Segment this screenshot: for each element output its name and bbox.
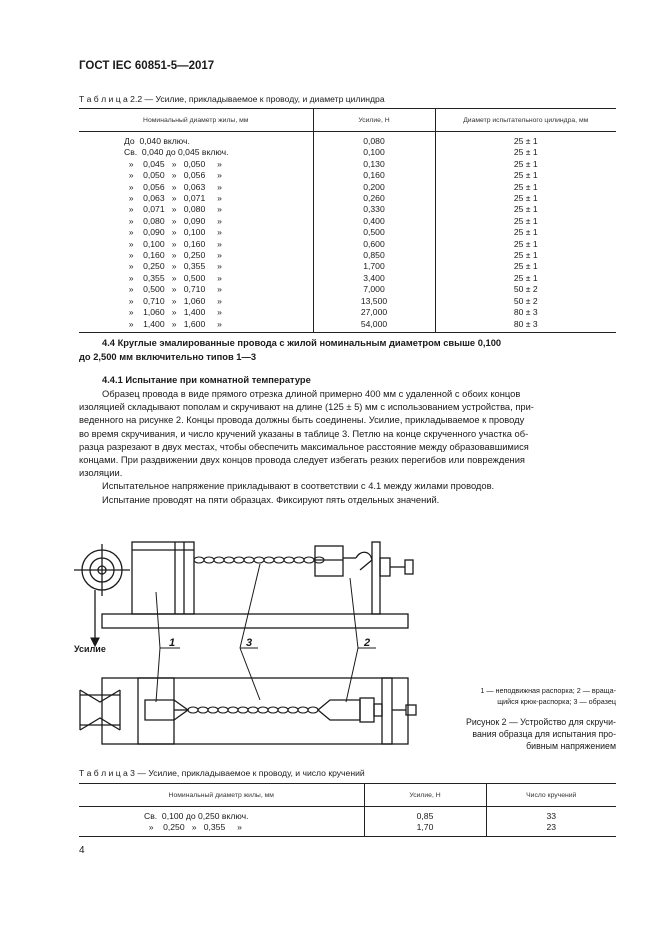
figure2-caption-line2: вания образца для испытания про- — [472, 729, 616, 739]
table3-cell: 33 — [486, 807, 616, 823]
table3-cell: » 0,250 » 0,355 » — [79, 822, 364, 836]
table22-cell: 13,500 — [313, 296, 435, 307]
table22-cell: 0,600 — [313, 239, 435, 250]
callout-leaders — [156, 564, 376, 702]
page-number: 4 — [79, 845, 85, 856]
twist-bead — [208, 707, 218, 713]
twist-bead — [204, 557, 214, 563]
table22-cell: 50 ± 2 — [435, 296, 616, 307]
twist-bead — [228, 707, 238, 713]
figure2-caption-line3: бивным напряжением — [526, 741, 616, 751]
twist-bead — [254, 557, 264, 563]
standard-header: ГОСТ IEC 60851-5—2017 — [79, 60, 215, 72]
table22-cell: 25 ± 1 — [435, 273, 616, 284]
table22-cell: 25 ± 1 — [435, 261, 616, 272]
callout-1: 1 — [169, 637, 176, 649]
section441-paragraph2: Испытательное напряжение прикладывают в соответствии с 4.1 между жилами проводов. — [102, 481, 495, 491]
table3-cell: 1,70 — [364, 822, 486, 836]
table22-cell: » 0,160 » 0,250 » — [124, 250, 222, 261]
table22-cell: » 0,071 » 0,080 » — [124, 204, 222, 215]
table22-cell: 80 ± 3 — [435, 307, 616, 318]
twist-bead — [278, 707, 288, 713]
table3-row — [79, 822, 616, 836]
table22-cell: » 0,045 » 0,050 » — [124, 158, 222, 169]
table22-cell: 80 ± 3 — [435, 319, 616, 333]
twist-bead — [294, 557, 304, 563]
twist-bead — [198, 707, 208, 713]
twist-bead — [304, 557, 314, 563]
twist-bead — [288, 707, 298, 713]
table3-col-diameter: Номинальный диаметр жилы, мм — [79, 784, 364, 807]
paragraph1-line: концами. При раздвижении двух концов провода следует избегать резких перегибов или повреждения — [79, 455, 525, 466]
twist-bead — [194, 557, 204, 563]
table22-row — [79, 273, 616, 284]
twist-bead — [248, 707, 258, 713]
table22-cell: » 0,080 » 0,090 » — [124, 215, 222, 226]
table22-row — [79, 307, 616, 318]
table22-row — [79, 159, 616, 170]
twist-bead — [264, 557, 274, 563]
table22-cell: 25 ± 1 — [435, 227, 616, 238]
table22-col-cylinder: Диаметр испытательного цилиндра, мм — [435, 109, 616, 132]
figure2-legend-line2: щийся крюк-распорка; 3 — образец — [497, 696, 616, 706]
hook-spacer-top — [315, 546, 343, 576]
table22-cell: 25 ± 1 — [435, 147, 616, 158]
table22-row — [79, 147, 616, 158]
table22-cell: 0,260 — [313, 193, 435, 204]
figure2-legend — [438, 686, 616, 707]
table3-cell: 23 — [486, 822, 616, 836]
callout-2: 2 — [364, 637, 371, 649]
twist-bead — [218, 707, 228, 713]
table22-row — [79, 261, 616, 272]
table22-cell: 0,400 — [313, 216, 435, 227]
table22-cell: 25 ± 1 — [435, 250, 616, 261]
paragraph1-line: изоляции. — [79, 468, 123, 479]
table3 — [79, 783, 616, 837]
table3-col-force: Усилие, Н — [364, 784, 486, 807]
figure2-caption — [436, 716, 616, 752]
table22-row — [79, 319, 616, 333]
table22-cell: 0,500 — [313, 227, 435, 238]
table22-cell: 7,000 — [313, 284, 435, 295]
table22-cell: 25 ± 1 — [435, 182, 616, 193]
table3-col-twists: Число кручений — [486, 784, 616, 807]
twisted-sample-top — [194, 557, 324, 563]
table22-cell: 0,080 — [313, 132, 435, 148]
table22-row — [79, 250, 616, 261]
table22-cell: 25 ± 1 — [435, 159, 616, 170]
figure2-caption-line1: Рисунок 2 — Устройство для скручи- — [465, 717, 616, 727]
table22-row — [79, 193, 616, 204]
table22-cell: 0,100 — [313, 147, 435, 158]
force-label: Усилие — [74, 644, 106, 654]
table22-cell: 0,160 — [313, 170, 435, 181]
table22-caption: Т а б л и ц а 2.2 — Усилие, прикладываемое к проводу, и диаметр цилиндра — [79, 94, 385, 104]
table22-cell: » 0,063 » 0,071 » — [124, 193, 222, 204]
table3-cell: 0,85 — [364, 807, 486, 823]
table22-cell: 0,330 — [313, 204, 435, 215]
table22-cell: 0,850 — [313, 250, 435, 261]
twist-bead — [274, 557, 284, 563]
section441-title: 4.4.1 Испытание при комнатной температуре — [102, 375, 311, 385]
table22-row — [79, 216, 616, 227]
table22-row — [79, 296, 616, 307]
table22-row — [79, 239, 616, 250]
table22-row — [79, 132, 616, 148]
table22-cell: » 0,090 » 0,100 » — [124, 227, 222, 238]
twist-bead — [284, 557, 294, 563]
twisting-device-figure — [60, 520, 430, 760]
table22-cell: 0,200 — [313, 182, 435, 193]
paragraph1-line: изоляцией складывают пополам и скручивают на длине (125 ± 5) мм с использованием устройства, при- — [79, 402, 534, 413]
twist-bead — [268, 707, 278, 713]
base-plate — [102, 614, 408, 628]
twisted-sample-bottom — [188, 707, 318, 713]
table22-cell: » 0,710 » 1,060 » — [124, 295, 222, 306]
paragraph1-line: Образец провода в виде прямого отрезка длиной примерно 400 мм с удаленной с обоих концов — [102, 389, 521, 399]
twist-bead — [258, 707, 268, 713]
paragraph1-line: веденного на рисунке 2. Концы провода должны быть соединены. Усилие, прикладываемое к проводу — [79, 415, 525, 426]
section44-title-line2: до 2,500 мм включительно типов 1—3 — [79, 352, 257, 362]
twist-bead — [308, 707, 318, 713]
table22-cell: 50 ± 2 — [435, 284, 616, 295]
table22-cell: 25 ± 1 — [435, 216, 616, 227]
twist-bead — [214, 557, 224, 563]
table22-cell: 25 ± 1 — [435, 132, 616, 148]
section44-title-line1: 4.4 Круглые эмалированные провода с жилой номинальным диаметром свыше 0,100 — [102, 338, 502, 348]
table22-cell: 3,400 — [313, 273, 435, 284]
table22-cell: » 0,050 » 0,056 » — [124, 170, 222, 181]
table22-col-force: Усилие, Н — [313, 109, 435, 132]
table22-cell: 25 ± 1 — [435, 204, 616, 215]
twist-bead — [298, 707, 308, 713]
twist-bead — [234, 557, 244, 563]
table22-cell: » 1,060 » 1,400 » — [124, 307, 222, 318]
twist-bead — [224, 557, 234, 563]
table22-cell: » 0,056 » 0,063 » — [124, 181, 222, 192]
table22 — [79, 108, 616, 333]
table22-cell: 25 ± 1 — [435, 239, 616, 250]
table22-row — [79, 182, 616, 193]
table22-cell: 25 ± 1 — [435, 193, 616, 204]
section441-paragraph1 — [79, 388, 616, 480]
twist-bead — [188, 707, 198, 713]
table22-col-diameter: Номинальный диаметр жилы, мм — [79, 109, 313, 132]
paragraph1-line: во время скручивания, и число кручений указаны в таблице 3. Петлю на конце скрученного участка об- — [79, 428, 529, 439]
callout-3: 3 — [246, 637, 253, 649]
table22-cell: » 0,500 » 0,710 » — [124, 284, 222, 295]
table22-cell: 54,000 — [313, 319, 435, 333]
fixed-spacer-top — [132, 542, 194, 614]
table22-cell: » 0,355 » 0,500 » — [124, 272, 222, 283]
table22-cell: 25 ± 1 — [435, 170, 616, 181]
table22-row — [79, 227, 616, 238]
table22-cell: До 0,040 включ. — [124, 136, 190, 146]
table22-cell: Св. 0,040 до 0,045 включ. — [124, 147, 229, 158]
table3-cell: Св. 0,100 до 0,250 включ. — [144, 811, 249, 821]
table22-cell: 0,130 — [313, 159, 435, 170]
table22-row — [79, 170, 616, 181]
hook-spacer-bottom — [360, 698, 374, 722]
table22-cell: » 0,250 » 0,355 » — [124, 261, 222, 272]
table22-cell: » 0,100 » 0,160 » — [124, 238, 222, 249]
twist-bead — [238, 707, 248, 713]
fixed-spacer-bottom — [138, 678, 174, 744]
twist-bead — [244, 557, 254, 563]
table22-row — [79, 204, 616, 215]
table3-caption: Т а б л и ц а 3 — Усилие, прикладываемое к проводу, и число кручений — [79, 768, 365, 778]
paragraph1-line: разца разрезают в двух местах, чтобы обеспечить максимальное расстояние между образовавшимися — [79, 441, 529, 452]
figure2-legend-line1: 1 — неподвижная распорка; 2 — враща- — [480, 686, 616, 695]
section441-paragraph3: Испытание проводят на пяти образцах. Фиксируют пять отдельных значений. — [102, 495, 440, 505]
table3-row — [79, 807, 616, 823]
table22-cell: » 1,400 » 1,600 » — [79, 319, 313, 333]
table22-cell: 27,000 — [313, 307, 435, 318]
table22-cell: 1,700 — [313, 261, 435, 272]
table22-row — [79, 284, 616, 295]
